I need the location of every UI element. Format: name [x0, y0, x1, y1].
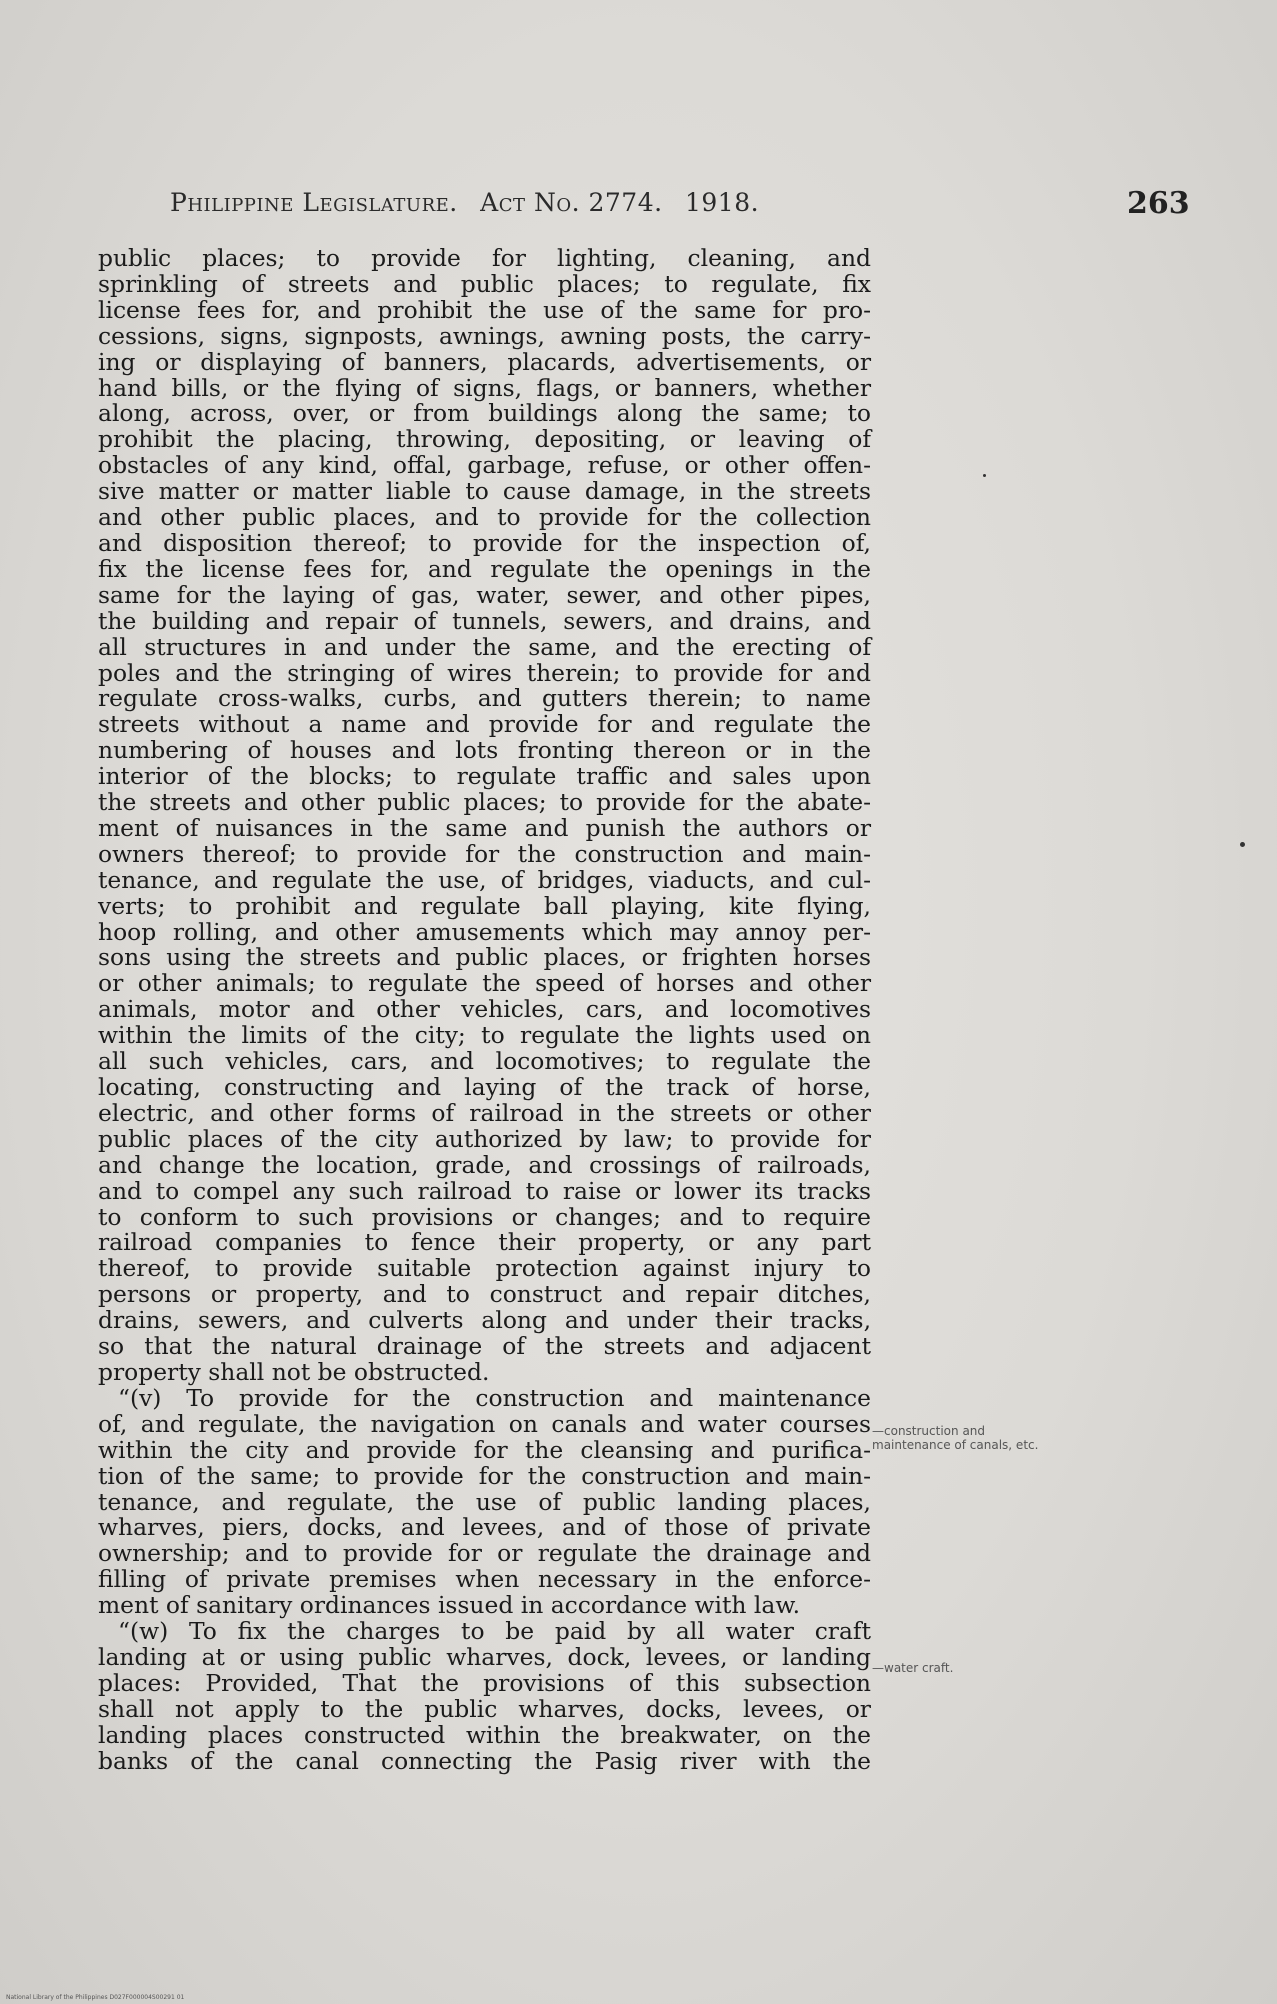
- text-line: tenance, and regulate the use, of bridges, viaducts, and cul-: [98, 865, 871, 894]
- text-line: sprinkling of streets and public places; to regulate, fix: [98, 269, 871, 298]
- page-number: 263: [1127, 186, 1190, 221]
- text-line: electric, and other forms of railroad in the streets or other: [98, 1098, 871, 1127]
- margin-note-construction: —construction and maintenance of canals, etc.: [872, 1424, 1039, 1452]
- text-line: fix the license fees for, and regulate the openings in the: [98, 554, 871, 583]
- text-line: hoop rolling, and other amusements which may annoy per-: [98, 917, 871, 946]
- text-line: regulate cross-walks, curbs, and gutters therein; to name: [98, 684, 871, 713]
- text-line: banks of the canal connecting the Pasig river with the: [98, 1746, 871, 1775]
- text-line: all structures in and under the same, and the erecting of: [98, 632, 871, 661]
- text-line: landing at or using public wharves, dock, levees, or landing: [98, 1642, 871, 1671]
- text-line: places: Provided, That the provisions of this subsection: [98, 1668, 871, 1697]
- text-line: and to compel any such railroad to raise or lower its tracks: [98, 1176, 871, 1205]
- text-line: sive matter or matter liable to cause damage, in the streets: [98, 477, 871, 506]
- scan-speck: [1240, 842, 1245, 847]
- text-line: property shall not be obstructed.: [98, 1357, 490, 1386]
- text-line: “(w) To fix the charges to be paid by all water craft: [118, 1617, 871, 1646]
- text-line: within the city and provide for the cleansing and purifica-: [98, 1435, 871, 1464]
- text-line: wharves, piers, docks, and levees, and of those of private: [98, 1513, 871, 1542]
- text-line: poles and the stringing of wires therein; to provide for and: [98, 658, 871, 687]
- running-title: Philippine Legislature.: [170, 188, 458, 217]
- text-line: “(v) To provide for the construction and maintenance: [118, 1383, 871, 1412]
- text-line: railroad companies to fence their property, or any part: [98, 1228, 871, 1257]
- text-line: and disposition thereof; to provide for the inspection of,: [98, 528, 871, 557]
- text-line: thereof, to provide suitable protection against injury to: [98, 1254, 871, 1283]
- text-line: so that the natural drainage of the streets and adjacent: [98, 1332, 871, 1361]
- text-line: along, across, over, or from buildings along the same; to: [98, 399, 871, 428]
- text-line: streets without a name and provide for and regulate the: [98, 710, 871, 739]
- body-text: [98, 246, 871, 1774]
- text-line: hand bills, or the flying of signs, flags, or banners, whether: [98, 373, 871, 402]
- text-line: public places; to provide for lighting, cleaning, and: [98, 244, 871, 272]
- text-line: all such vehicles, cars, and locomotives; to regulate the: [98, 1047, 871, 1076]
- text-line: landing places constructed within the breakwater, on the: [98, 1720, 871, 1749]
- text-line: same for the laying of gas, water, sewer, and other pipes,: [98, 580, 871, 609]
- text-line: ownership; and to provide for or regulate the drainage and: [98, 1539, 871, 1568]
- text-line: verts; to prohibit and regulate ball playing, kite flying,: [98, 891, 871, 920]
- text-line: obstacles of any kind, offal, garbage, refuse, or other offen-: [98, 451, 871, 480]
- text-line: cessions, signs, signposts, awnings, awning posts, the carry-: [98, 321, 871, 350]
- act-number: Act No. 2774.: [480, 188, 663, 217]
- text-line: ment of sanitary ordinances issued in accordance with law.: [98, 1591, 801, 1620]
- text-line: ing or displaying of banners, placards, advertisements, or: [98, 347, 871, 376]
- text-line: or other animals; to regulate the speed of horses and other: [98, 969, 871, 998]
- scan-footer: National Library of the Philippines D027F000004S00291 01: [6, 1994, 185, 2001]
- text-line: interior of the blocks; to regulate traffic and sales upon: [98, 762, 871, 791]
- text-line: license fees for, and prohibit the use of the same for pro-: [98, 295, 871, 324]
- text-line: shall not apply to the public wharves, docks, levees, or: [98, 1694, 871, 1723]
- text-line: and change the location, grade, and crossings of railroads,: [98, 1150, 871, 1179]
- scan-speck: [983, 474, 986, 477]
- text-line: locating, constructing and laying of the track of horse,: [98, 1073, 871, 1101]
- running-header: [170, 188, 773, 217]
- text-line: within the limits of the city; to regulate the lights used on: [98, 1021, 871, 1050]
- text-line: owners thereof; to provide for the construction and main-: [98, 839, 871, 868]
- margin-note-water-craft: —water craft.: [872, 1661, 954, 1675]
- text-line: numbering of houses and lots fronting thereon or in the: [98, 736, 871, 765]
- act-year: 1918.: [685, 188, 760, 217]
- text-line: tenance, and regulate, the use of public landing places,: [98, 1487, 871, 1516]
- text-line: drains, sewers, and culverts along and under their tracks,: [98, 1306, 871, 1335]
- text-line: prohibit the placing, throwing, depositing, or leaving of: [98, 425, 871, 454]
- text-line: animals, motor and other vehicles, cars, and locomotives: [98, 995, 871, 1024]
- text-line: the building and repair of tunnels, sewers, and drains, and: [98, 606, 871, 635]
- text-line: tion of the same; to provide for the construction and main-: [98, 1461, 871, 1490]
- text-line: ment of nuisances in the same and punish the authors or: [98, 813, 871, 842]
- text-line: sons using the streets and public places, or frighten horses: [98, 943, 871, 972]
- text-line: and other public places, and to provide for the collection: [98, 503, 871, 532]
- text-line: the streets and other public places; to provide for the abate-: [98, 788, 871, 817]
- text-line: filling of private premises when necessary in the enforce-: [98, 1565, 871, 1594]
- text-line: persons or property, and to construct and repair ditches,: [98, 1280, 871, 1309]
- text-line: of, and regulate, the navigation on canals and water courses: [98, 1409, 871, 1438]
- text-line: to conform to such provisions or changes; and to require: [98, 1202, 871, 1231]
- text-line: public places of the city authorized by law; to provide for: [98, 1124, 871, 1153]
